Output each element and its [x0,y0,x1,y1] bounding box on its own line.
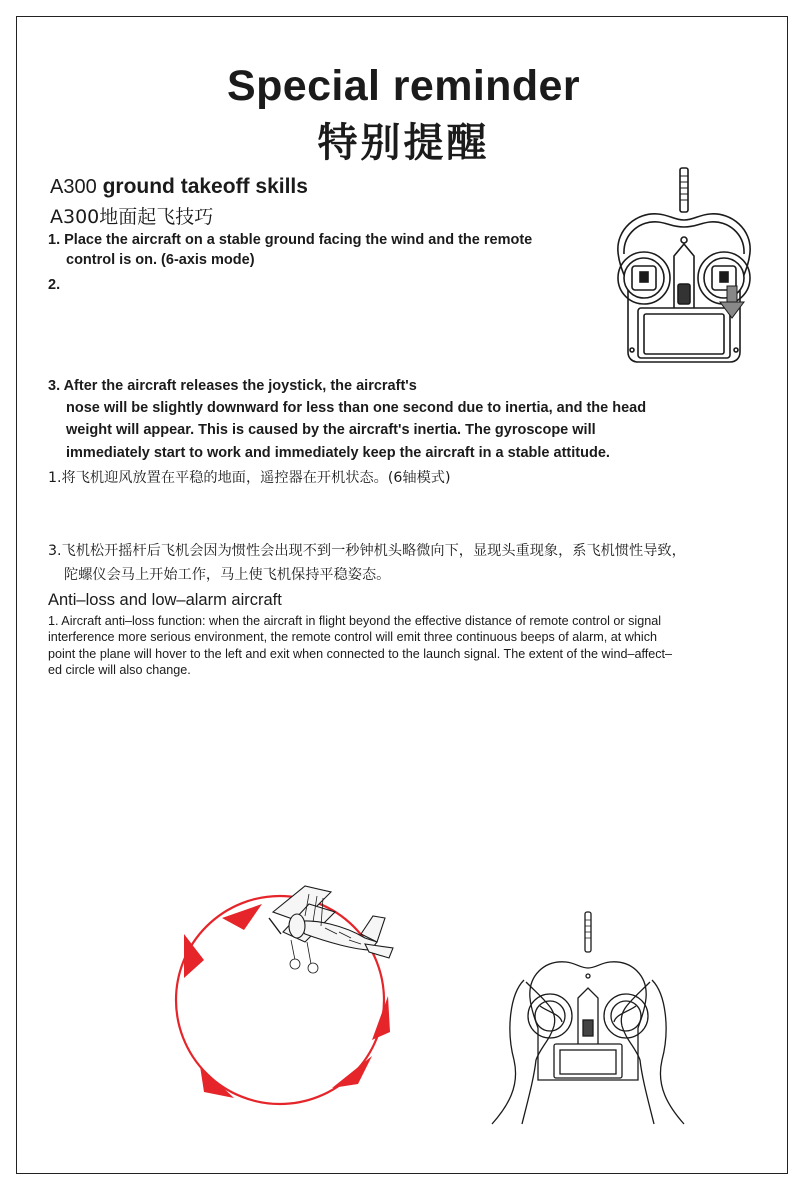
step3-line3: weight will appear. This is caused by the aircraft's inertia. The gyroscope will [66,422,596,438]
page-title-zh: 特别提醒 [317,120,490,166]
step3-line4: immediately start to work and immediately keep the aircraft in a stable attitude. [66,445,610,461]
remote-controller-icon [608,160,768,366]
takeoff-heading-text: ground takeoff skills [102,175,308,198]
arrow-head-5 [372,996,390,1040]
takeoff-heading-zh: A300地面起飞技巧 [50,206,214,228]
cn-step3-line1: 3.飞机松开摇杆后飞机会因为惯性会出现不到一秒钟机头略微向下，显现头重现象，系飞机惯性导致， [48,543,686,559]
arrow-head-4 [332,1056,372,1088]
anti-loss-line2: interference more serious environment, the remote control will emit three continuous beeps of alarm, at which [48,630,657,645]
step3-line1: 3. After the aircraft releases the joystick, the aircraft's [48,378,417,394]
anti-loss-body [48,613,748,678]
step1-line2: control is on. (6-axis mode) [66,252,255,268]
step2-label: 2. [48,277,61,293]
biplane-icon [265,882,400,982]
cn-step1: 1.将飞机迎风放置在平稳的地面，遥控器在开机状态。(6轴模式) [48,470,451,486]
arrow-head-1 [222,904,262,930]
anti-loss-line1: 1. Aircraft anti–loss function: when the aircraft in flight beyond the effective distance of remote control or signal [48,614,661,628]
anti-loss-line3: point the plane will hover to the left and exit when connected to the launch signal. The extent of the wind–affect– [48,646,673,661]
page-title: Special reminder [227,62,580,110]
anti-loss-heading: Anti–loss and low–alarm aircraft [48,591,282,609]
takeoff-heading [50,175,308,199]
step3-line2: nose will be slightly downward for less than one second due to inertia, and the head [66,400,647,416]
cn-step3-line2: 陀螺仪会马上开始工作，马上使飞机保持平稳姿态。 [64,567,391,583]
step1-line1: 1. Place the aircraft on a stable ground facing the wind and the remote [48,232,533,248]
hands-holding-controller-icon [488,910,698,1126]
anti-loss-line4: ed circle will also change. [48,662,191,677]
model-label: A300 [50,176,97,198]
arrow-head-3 [200,1066,234,1098]
